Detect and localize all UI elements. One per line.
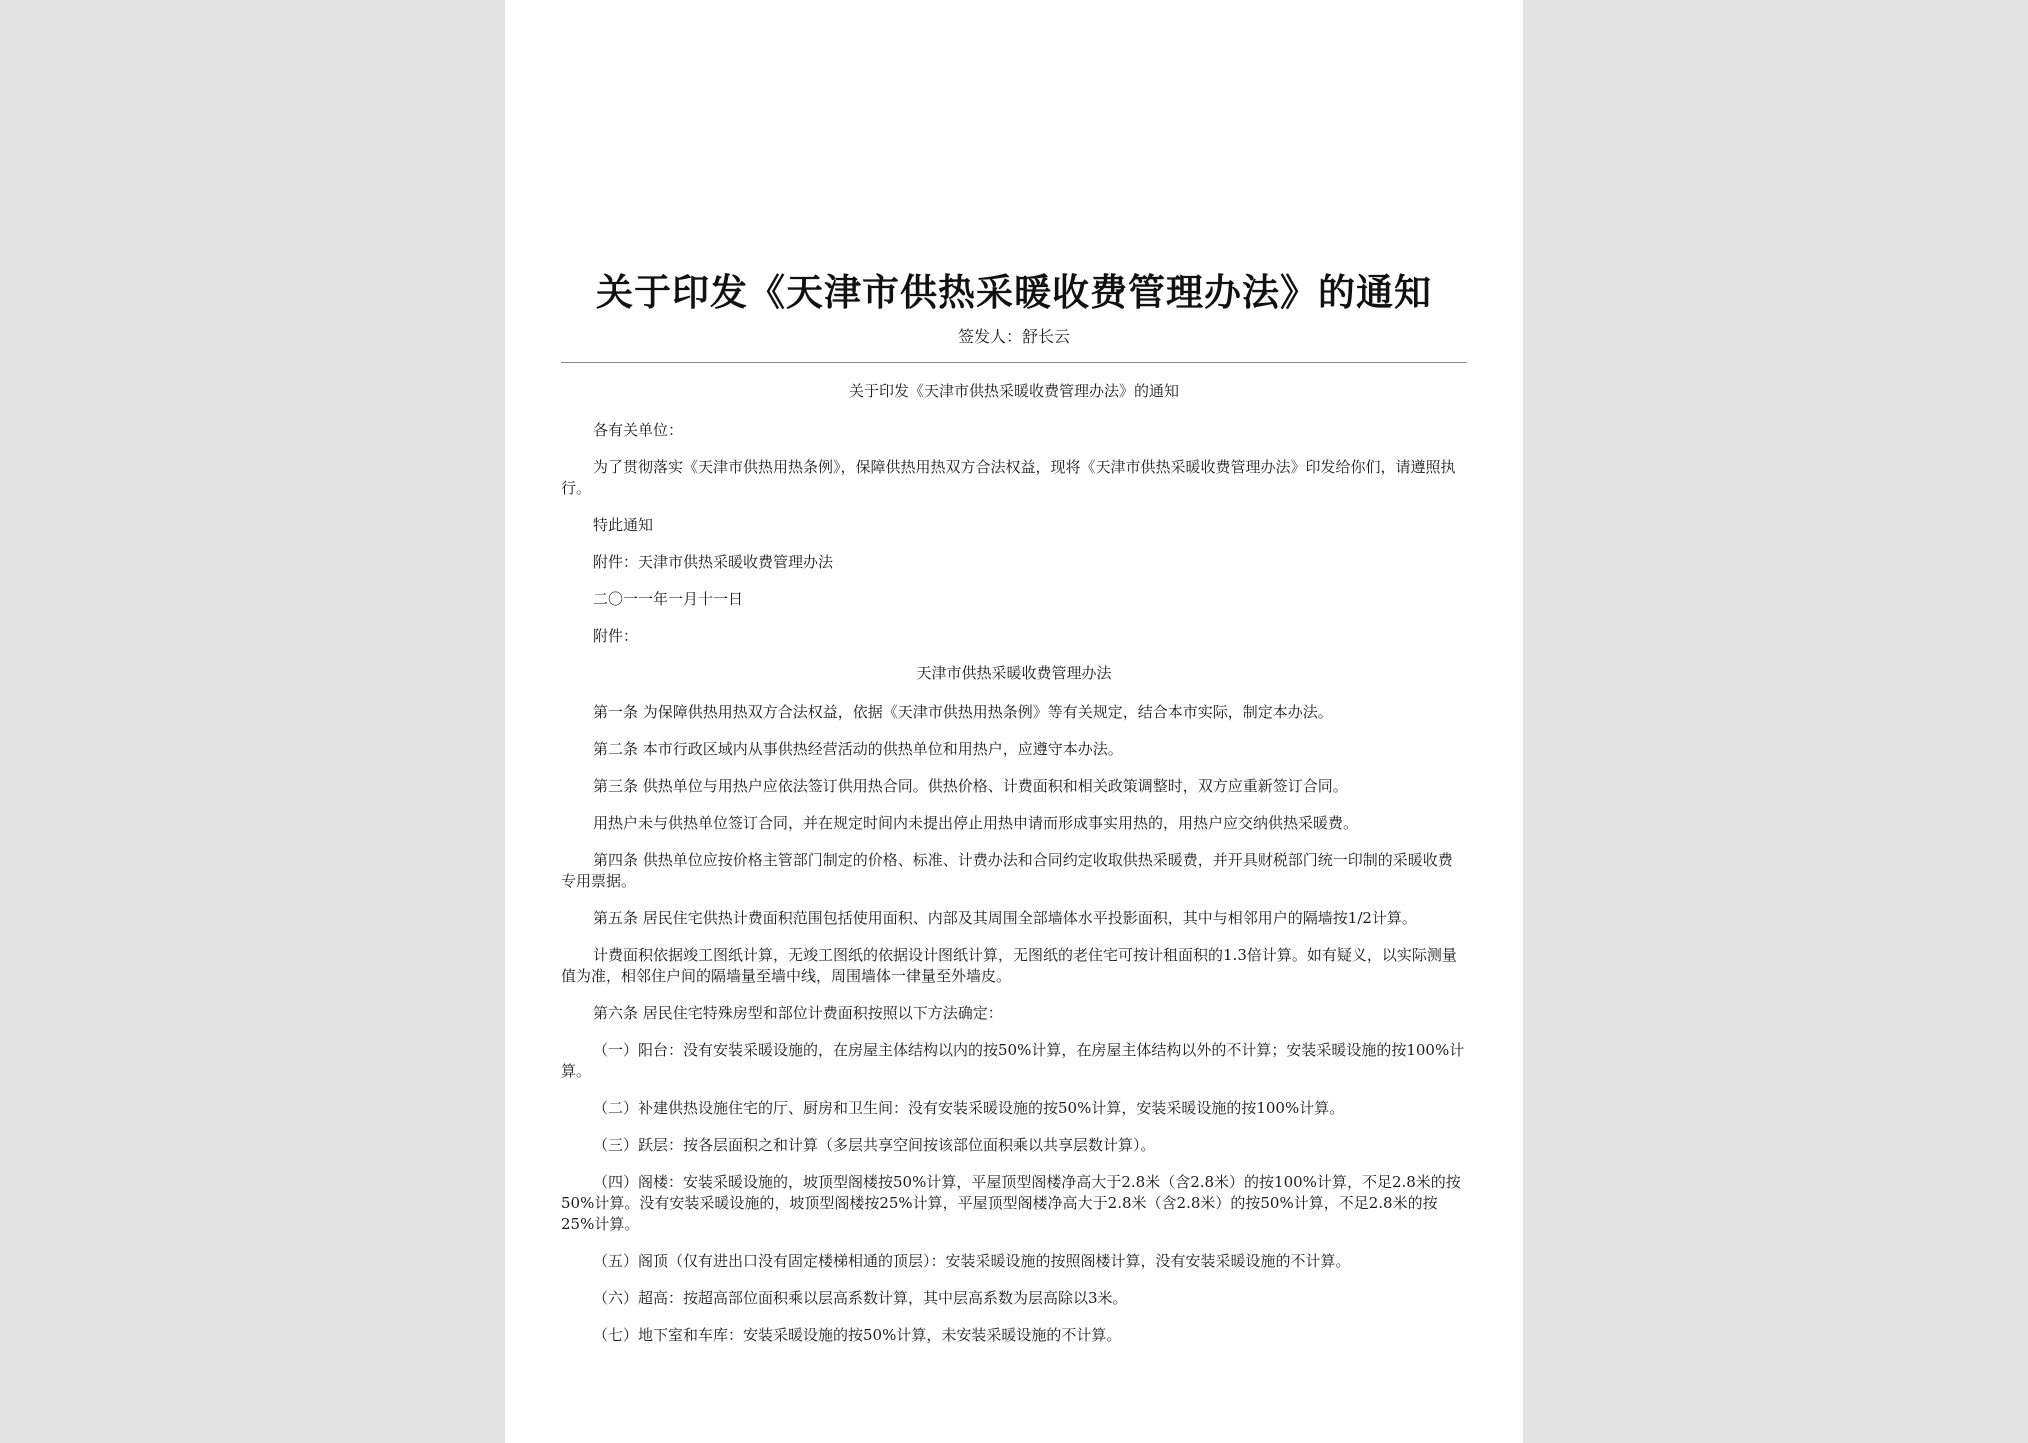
document-page (505, 0, 1523, 1443)
body-paragraph: 第六条 居民住宅特殊房型和部位计费面积按照以下方法确定： (593, 1004, 1003, 1022)
body-paragraph: 第二条 本市行政区域内从事供热经营活动的供热单位和用热户，应遵守本办法。 (593, 740, 1123, 758)
title-divider (561, 362, 1467, 363)
body-paragraph: （四）阁楼：安装采暖设施的，坡顶型阁楼按50%计算，平屋顶型阁楼净高大于2.8米（含2.8米）的按100%计算，不足2.8米的按50%计算。没有安装采暖设施的，坡顶型阁楼按25%计算，平屋顶型阁楼净高大于2.8米（含2.8米）的按50%计算，不足2.8米的按25%计算。 (561, 1173, 1461, 1233)
body-paragraph: 用热户未与供热单位签订合同，并在规定时间内未提出停止用热申请而形成事实用热的，用热户应交纳供热采暖费。 (593, 814, 1359, 832)
body-paragraph: 计费面积依据竣工图纸计算，无竣工图纸的依据设计图纸计算，无图纸的老住宅可按计租面积的1.3倍计算。如有疑义，以实际测量值为准，相邻住户间的隔墙量至墙中线，周围墙体一律量至外墙皮。 (561, 946, 1457, 985)
body-paragraph: 第四条 供热单位应按价格主管部门制定的价格、标准、计费办法和合同约定收取供热采暖费，并开具财税部门统一印制的采暖收费专用票据。 (561, 851, 1453, 890)
body-paragraph: （七）地下室和车库：安装采暖设施的按50%计算，未安装采暖设施的不计算。 (593, 1326, 1122, 1344)
body-paragraph: （六）超高：按超高部位面积乘以层高系数计算，其中层高系数为层高除以3米。 (593, 1289, 1128, 1307)
body-paragraph: （二）补建供热设施住宅的厅、厨房和卫生间：没有安装采暖设施的按50%计算，安装采暖设施的按100%计算。 (593, 1099, 1345, 1117)
section-heading: 关于印发《天津市供热采暖收费管理办法》的通知 (848, 382, 1179, 400)
body-paragraph: 为了贯彻落实《天津市供热用热条例》，保障供热用热双方合法权益，现将《天津市供热采暖收费管理办法》印发给你们，请遵照执行。 (561, 458, 1456, 497)
document-body (561, 372, 1467, 1362)
body-paragraph: 附件：天津市供热采暖收费管理办法 (593, 553, 834, 571)
body-paragraph: （五）阁顶（仅有进出口没有固定楼梯相通的顶层）：安装采暖设施的按照阁楼计算，没有安装采暖设施的不计算。 (593, 1252, 1351, 1270)
document-signer: 签发人：舒长云 (957, 327, 1070, 346)
body-paragraph: 第五条 居民住宅供热计费面积范围包括使用面积、内部及其周围全部墙体水平投影面积，其中与相邻用户的隔墙按1/2计算。 (593, 909, 1417, 927)
section-heading: 天津市供热采暖收费管理办法 (916, 664, 1112, 682)
body-paragraph: 各有关单位： (593, 421, 684, 439)
body-paragraph: 第一条 为保障供热用热双方合法权益，依据《天津市供热用热条例》等有关规定，结合本市实际，制定本办法。 (593, 703, 1333, 721)
body-paragraph: 二〇一一年一月十一日 (593, 590, 744, 608)
body-paragraph: （一）阳台：没有安装采暖设施的，在房屋主体结构以内的按50%计算，在房屋主体结构以外的不计算；安装采暖设施的按100%计算。 (561, 1041, 1465, 1080)
body-paragraph: 特此通知 (593, 516, 654, 534)
document-title: 关于印发《天津市供热采暖收费管理办法》的通知 (596, 270, 1432, 314)
body-paragraph: 附件： (593, 627, 639, 645)
body-paragraph: 第三条 供热单位与用热户应依法签订供用热合同。供热价格、计费面积和相关政策调整时，双方应重新签订合同。 (593, 777, 1348, 795)
body-paragraph: （三）跃层：按各层面积之和计算（多层共享空间按该部位面积乘以共享层数计算）。 (593, 1136, 1156, 1154)
